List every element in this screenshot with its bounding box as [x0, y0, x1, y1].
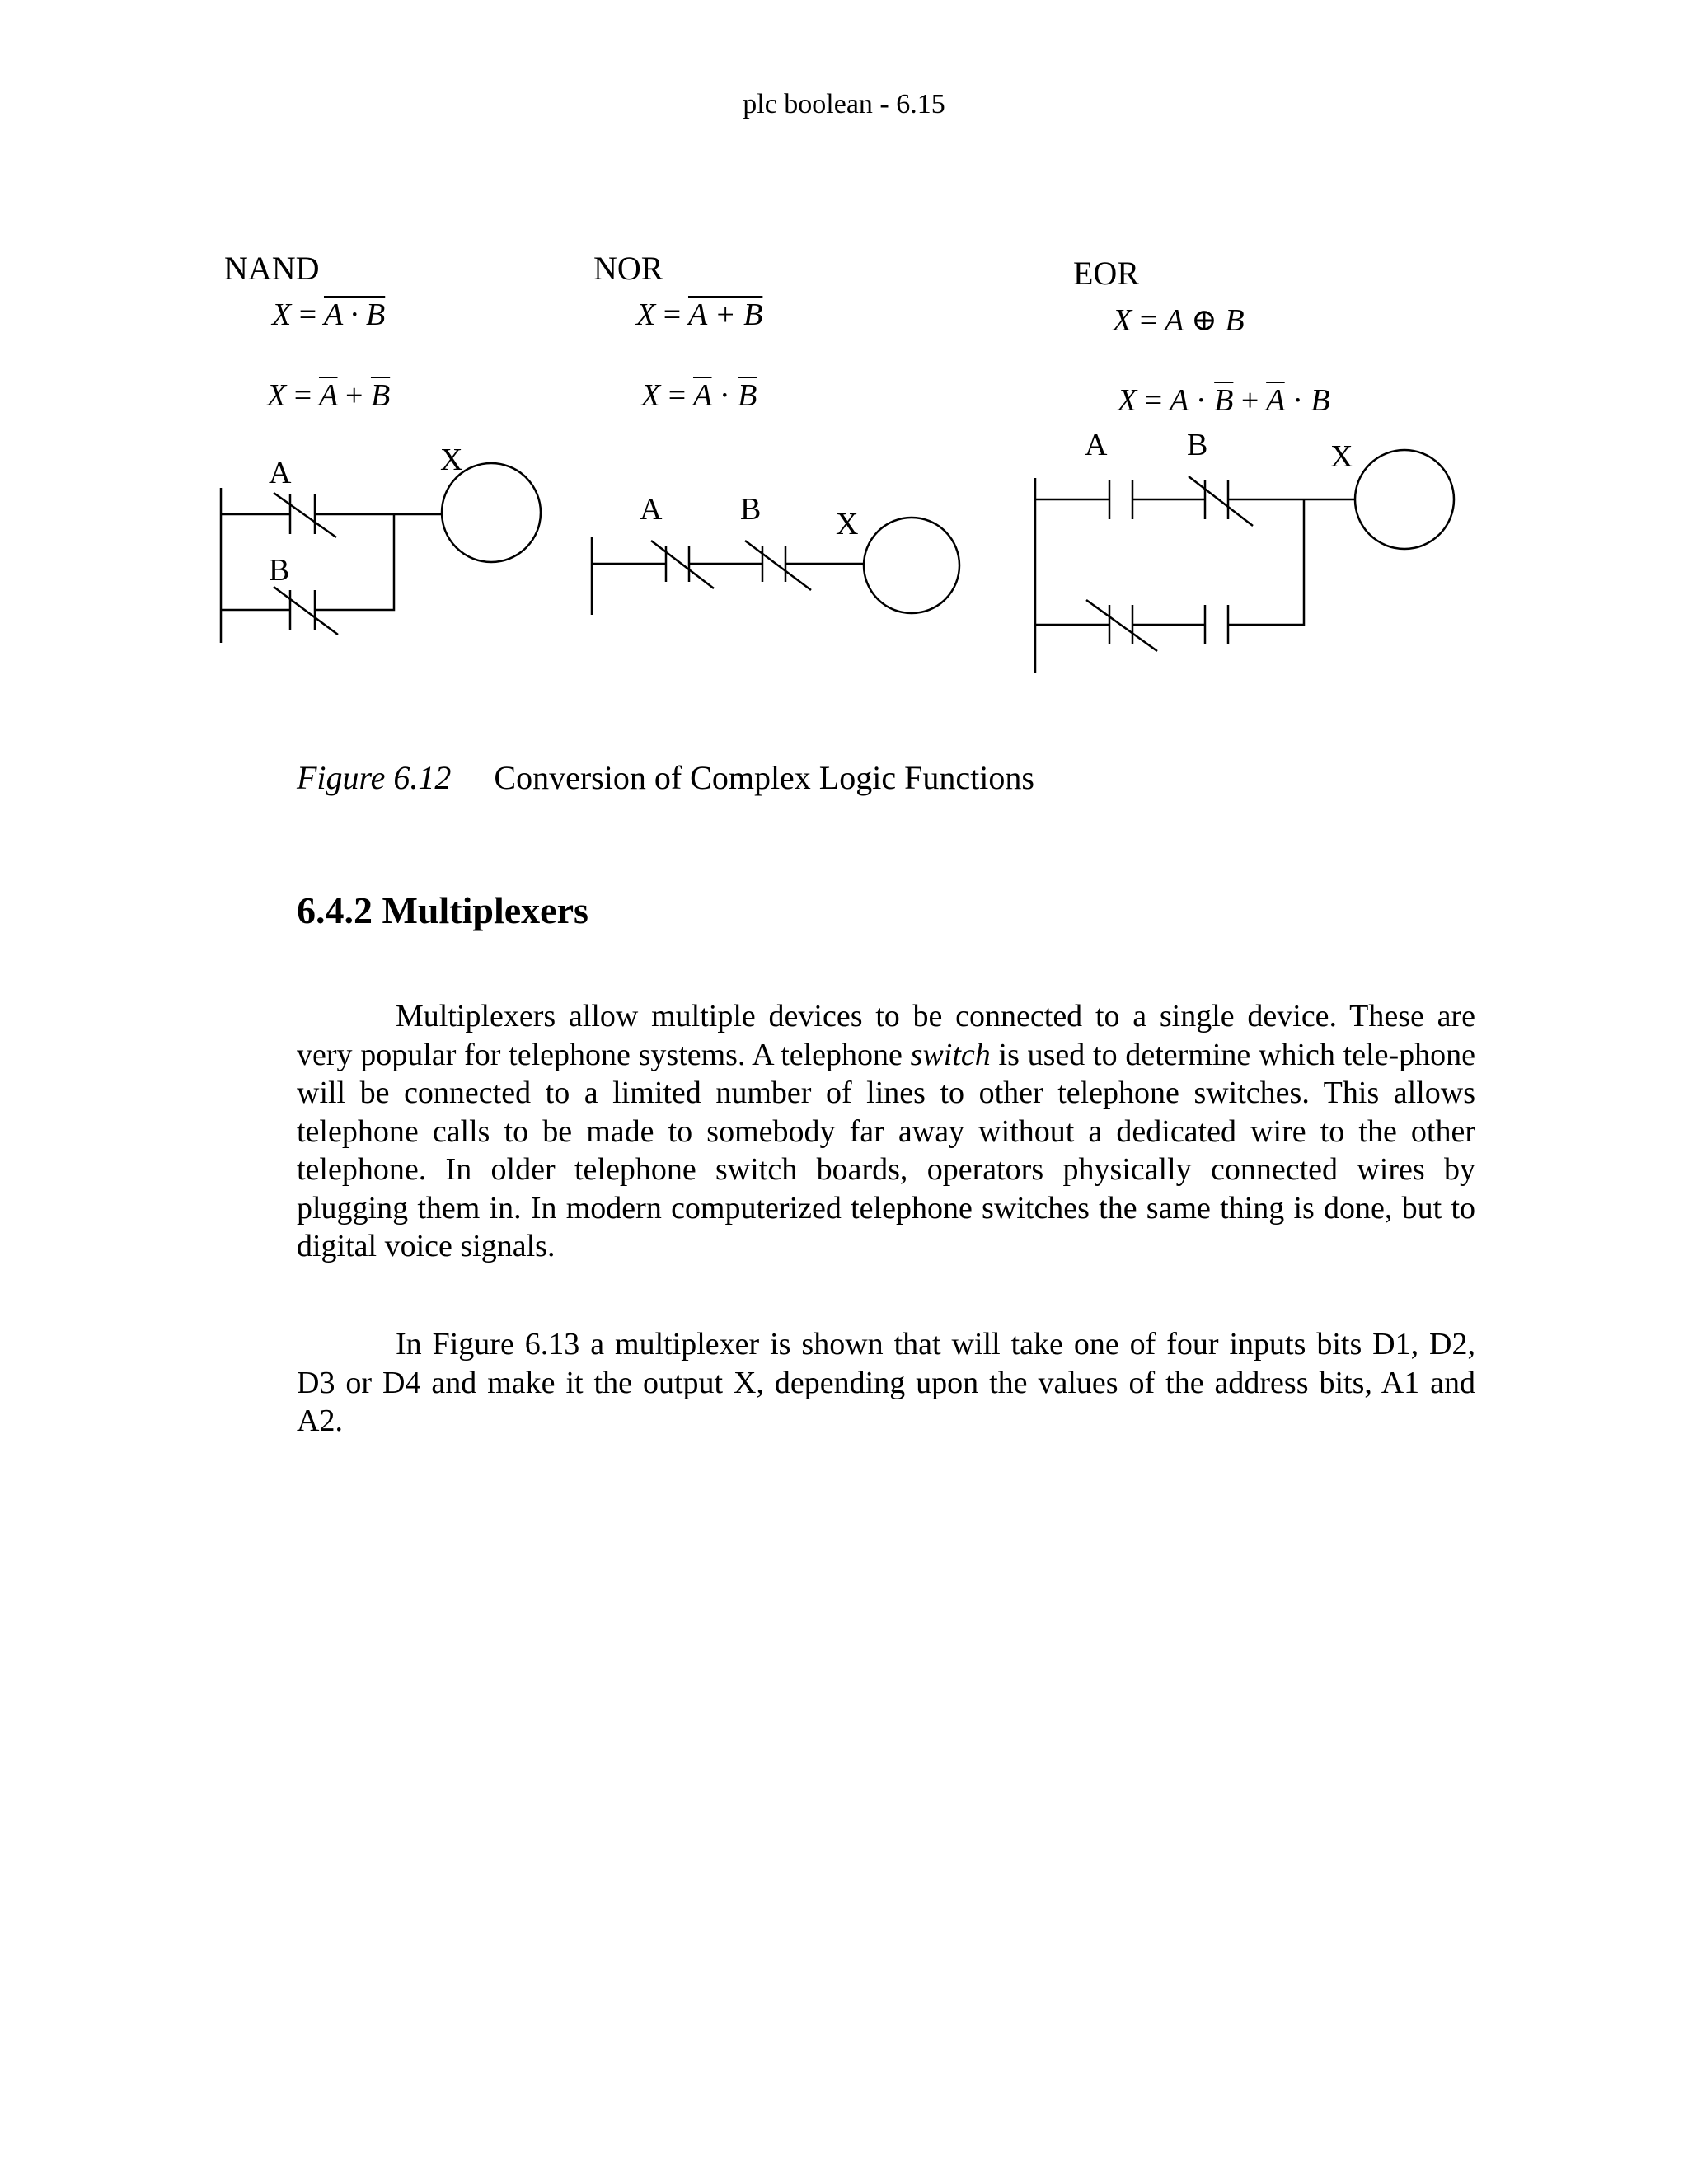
- eor-label-b: B: [1187, 428, 1208, 462]
- ladder-diagrams: [0, 0, 1688, 742]
- nand-label-a: A: [269, 456, 292, 490]
- eor-eq1: X = A ⊕ B: [1113, 303, 1245, 338]
- page-header: plc boolean - 6.15: [743, 89, 945, 120]
- nor-label-a: A: [640, 492, 663, 527]
- nor-coil-x: [864, 518, 959, 613]
- nor-eq1: X = A + B: [636, 298, 763, 332]
- nand-branch-wire: [315, 514, 394, 610]
- nand-label-b: B: [269, 553, 290, 588]
- eor-eq2: $X = A \cdot \overline{B} + \overline{A} \cdot B$: [1118, 383, 1330, 418]
- eor-branch-wire: [1228, 499, 1304, 625]
- nand-label-x: X: [440, 443, 463, 477]
- nand-eq1: X = A · B: [272, 298, 386, 332]
- nor-ladder: [592, 518, 959, 615]
- figure-caption: [297, 758, 1034, 797]
- figure-caption-text: Conversion of Complex Logic Functions: [494, 759, 1034, 796]
- eor-label-x: X: [1330, 439, 1353, 474]
- nand-coil-x: [442, 463, 541, 562]
- nor-eq2: $X = \overline{A} \cdot \overline{B}$: [641, 378, 757, 413]
- nor-label-x: X: [836, 507, 859, 541]
- figure-number: Figure 6.12: [297, 759, 452, 796]
- nor-title: NOR: [593, 250, 663, 287]
- eor-coil-x: [1355, 450, 1454, 549]
- nor-contact-b-slash: [745, 541, 811, 590]
- eor-label-a: A: [1085, 428, 1108, 462]
- paragraph-1: Multiplexers allow multiple devices to be connected to a single device. These are very popular for telephone systems. A telephone switch is used to determine which tele-phone will be connected to a limited number of lines to other telephone switches. This allows telephone calls to be made to somebody far away without a dedicated wire to the other telephone. In older telephone switch boards, operators physically connected wires by plugging them in. In modern computerized telephone switches the same thing is done, but to digital voice signals.: [297, 999, 1476, 1263]
- eor-ladder: [1035, 450, 1454, 673]
- eor-contact-b-slash: [1189, 476, 1253, 526]
- nand-title: NAND: [224, 250, 320, 287]
- nor-label-b: B: [740, 492, 762, 527]
- eor-title: EOR: [1073, 255, 1139, 292]
- paragraph-2: In Figure 6.13 a multiplexer is shown that will take one of four inputs bits D1, D2, D3 or D4 and make it the output X, depending upon the values of the address bits, A1 and A2.: [297, 1327, 1475, 1438]
- section-title: 6.4.2 Multiplexers: [297, 889, 588, 931]
- nand-eq2: $X = \overline{A} + \overline{B}$: [267, 378, 391, 413]
- emphasis-switch: switch: [910, 1037, 991, 1072]
